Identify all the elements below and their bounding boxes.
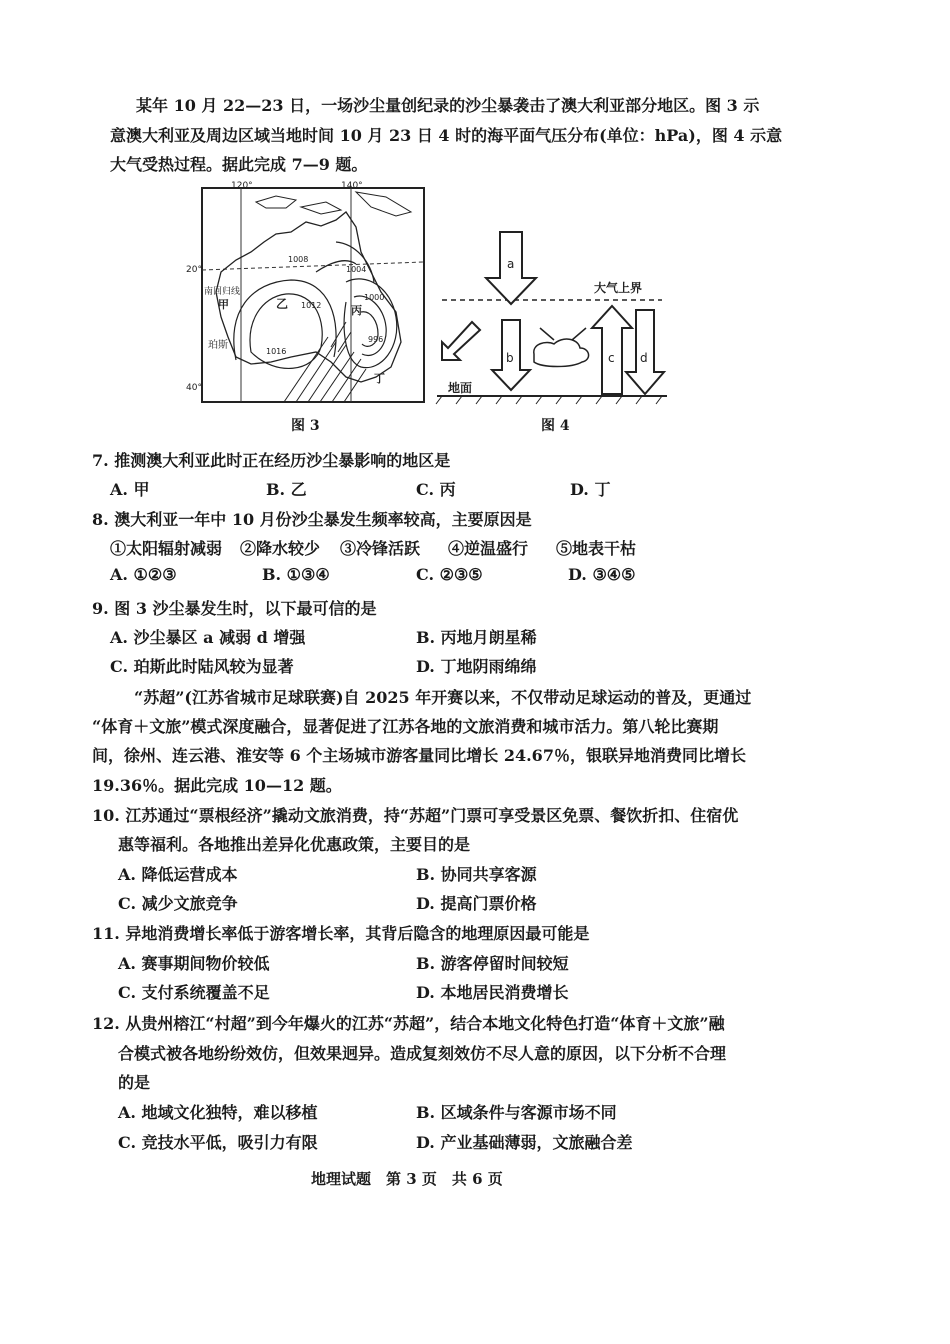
question-8-stem: 8. 澳大利亚一年中 10 月份沙尘暴发生频率较高，主要原因是: [92, 510, 532, 529]
q8-option-c[interactable]: C. ②③⑤: [416, 565, 483, 584]
lon-label-120: 120°: [231, 181, 253, 191]
question-12-stem-line-1: 12. 从贵州榕江“村超”到今年爆火的江苏“苏超”，结合本地文化特色打造“体育＋文旅”融: [92, 1014, 725, 1033]
q12-option-c[interactable]: C. 竞技水平低，吸引力有限: [118, 1133, 318, 1152]
q12-option-b[interactable]: B. 区域条件与客源市场不同: [416, 1103, 617, 1122]
top-boundary-label: 大气上界: [594, 281, 643, 295]
q8-choice-3: ③冷锋活跃: [340, 539, 421, 558]
isobar-label: 1012: [301, 301, 322, 310]
q7-option-a[interactable]: A. 甲: [110, 480, 150, 499]
q10-option-b[interactable]: B. 协同共享客源: [416, 865, 537, 884]
intro2-line-1: “苏超”(江苏省城市足球联赛)自 2025 年开赛以来，不仅带动足球运动的普及，更通过: [134, 688, 752, 707]
q9-option-b[interactable]: B. 丙地月朗星稀: [416, 628, 537, 647]
q9-option-a[interactable]: A. 沙尘暴区 a 减弱 d 增强: [110, 628, 306, 647]
arrow-c: [592, 306, 632, 394]
intro1-line-2: 意澳大利亚及周边区域当地时间 10 月 23 日 4 时的海平面气压分布(单位：hPa)，图 4 示意: [110, 126, 783, 145]
isobar-label: 1008: [288, 255, 309, 264]
intro2-line-4: 19.36％。据此完成 10—12 题。: [92, 776, 342, 795]
q8-option-d[interactable]: D. ③④⑤: [568, 565, 636, 584]
q10-option-d[interactable]: D. 提高门票价格: [416, 894, 537, 913]
q9-option-d[interactable]: D. 丁地阴雨绵绵: [416, 657, 537, 676]
figure-3-caption: 图 3: [291, 418, 320, 434]
place-ding: 丁: [374, 372, 385, 385]
intro1-line-1: 某年 10 月 22—23 日，一场沙尘量创纪录的沙尘暴袭击了澳大利亚部分地区。图 3 示: [136, 96, 760, 115]
q12-option-a[interactable]: A. 地域文化独特，难以移植: [118, 1103, 318, 1122]
q11-option-d[interactable]: D. 本地居民消费增长: [416, 983, 569, 1002]
place-jia: 甲: [218, 298, 229, 311]
q8-choice-4: ④逆温盛行: [448, 539, 529, 558]
question-9-stem: 9. 图 3 沙尘暴发生时，以下最可信的是: [92, 599, 377, 618]
question-7-stem: 7. 推测澳大利亚此时正在经历沙尘暴影响的地区是: [92, 451, 451, 470]
arrow-c-label: c: [608, 351, 615, 365]
q8-choice-1: ①太阳辐射减弱: [110, 539, 223, 558]
q8-choice-2: ②降水较少: [240, 539, 321, 558]
question-11-stem: 11. 异地消费增长率低于游客增长率，其背后隐含的地理原因最可能是: [92, 924, 590, 943]
figure-4-caption: 图 4: [541, 418, 570, 434]
q8-choice-5: ⑤地表干枯: [556, 539, 637, 558]
lat-label-40: 40°: [186, 383, 202, 393]
intro2-line-3: 间，徐州、连云港、淮安等 6 个主场城市游客量同比增长 24.67％，银联异地消费同比增长: [92, 746, 746, 765]
isobar-label: 1000: [364, 293, 385, 302]
arrow-a-label: a: [507, 257, 515, 271]
figure-3-map: [186, 181, 428, 406]
question-10-stem-line-1: 10. 江苏通过“票根经济”撬动文旅消费，持“苏超”门票可享受景区免票、餐饮折扣、住宿优: [92, 806, 739, 825]
reflect-arrow: [442, 322, 480, 360]
arrow-d-label: d: [640, 351, 648, 365]
isobar-label: 1016: [266, 347, 287, 356]
q8-option-a[interactable]: A. ①②③: [110, 565, 177, 584]
place-yi: 乙: [276, 297, 289, 311]
question-12-stem-line-2: 合模式被各地纷纷效仿，但效果迥异。造成复刻效仿不尽人意的原因，以下分析不合理: [118, 1044, 727, 1063]
q7-option-b[interactable]: B. 乙: [266, 480, 307, 499]
intro1-line-3: 大气受热过程。据此完成 7—9 题。: [110, 155, 368, 174]
figure-4-diagram: [432, 222, 672, 406]
question-12-stem-line-3: 的是: [118, 1073, 151, 1092]
q11-option-b[interactable]: B. 游客停留时间较短: [416, 954, 569, 973]
lon-label-140: 140°: [341, 181, 363, 191]
intro2-line-2: “体育＋文旅”模式深度融合，显著促进了江苏各地的文旅消费和城市活力。第八轮比赛期: [92, 717, 719, 736]
page-footer: 地理试题 第 3 页 共 6 页: [311, 1170, 503, 1188]
place-tropic: 南回归线: [204, 287, 241, 297]
isobar-label: 996: [368, 335, 384, 344]
isobar-label: 1004: [346, 265, 367, 274]
lat-label-20: 20°: [186, 265, 202, 275]
q11-option-a[interactable]: A. 赛事期间物价较低: [118, 954, 270, 973]
question-10-stem-line-2: 惠等福利。各地推出差异化优惠政策，主要目的是: [118, 835, 471, 854]
q10-option-a[interactable]: A. 降低运营成本: [118, 865, 238, 884]
place-perth: 珀斯: [208, 340, 228, 351]
q11-option-c[interactable]: C. 支付系统覆盖不足: [118, 983, 270, 1002]
q7-option-c[interactable]: C. 丙: [416, 480, 456, 499]
ground-label: 地面: [448, 381, 473, 395]
q7-option-d[interactable]: D. 丁: [570, 480, 611, 499]
q8-option-b[interactable]: B. ①③④: [262, 565, 330, 584]
q9-option-c[interactable]: C. 珀斯此时陆风较为显著: [110, 657, 294, 676]
arrow-b-label: b: [506, 351, 514, 365]
q12-option-d[interactable]: D. 产业基础薄弱，文旅融合差: [416, 1133, 633, 1152]
cloud-shape: [534, 339, 589, 366]
q10-option-c[interactable]: C. 减少文旅竞争: [118, 894, 238, 913]
place-bing: 丙: [351, 304, 362, 317]
